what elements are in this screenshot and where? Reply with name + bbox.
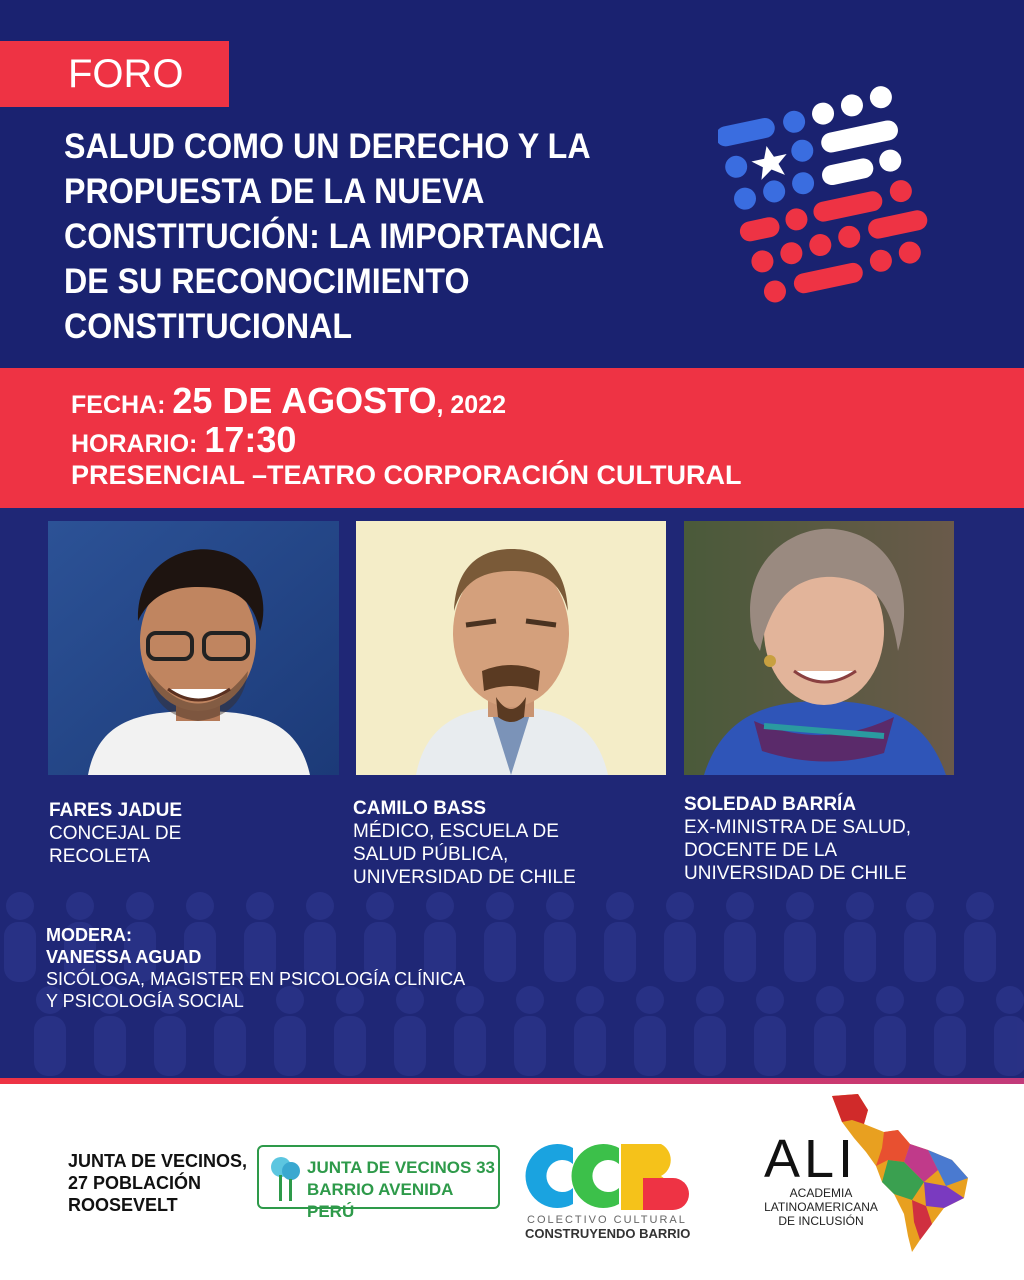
event-date <box>71 380 506 422</box>
speaker-card-fares-jadue <box>49 799 182 868</box>
speaker-role: MÉDICO, ESCUELA DE <box>353 821 559 842</box>
foro-tag: FORO <box>0 41 229 107</box>
event-venue: PRESENCIAL –TEATRO CORPORACIÓN CULTURAL <box>71 460 742 490</box>
speaker-role: EX-MINISTRA DE SALUD, <box>684 817 911 838</box>
speaker-name: SOLEDAD BARRÍA <box>684 794 857 815</box>
junta-vecinos-27 <box>68 1150 247 1216</box>
speaker-name: CAMILO BASS <box>353 798 486 819</box>
time-value: 17:30 <box>204 419 297 460</box>
junta-33-line: BARRIO AVENIDA PERÚ <box>307 1180 453 1221</box>
speaker-role: RECOLETA <box>49 846 151 867</box>
ali-line: DE INCLUSIÓN <box>778 1214 864 1228</box>
ali-subtitle <box>758 1186 884 1228</box>
forum-title: SALUD COMO UN DERECHO Y LA PROPUESTA DE LA NUEVA CONSTITUCIÓN: LA IMPORTANCIA DE SU RECONOCIMIENTO CONSTITUCIONAL <box>64 127 604 346</box>
moderator-name: VANESSA AGUAD <box>46 947 202 967</box>
speaker-role: SALUD PÚBLICA, <box>353 844 509 865</box>
speaker-role: DOCENTE DE LA <box>684 840 838 861</box>
speaker-photo-camilo-bass <box>356 521 666 775</box>
moderator-role: Y PSICOLOGÍA SOCIAL <box>46 991 244 1011</box>
moderator-role: SICÓLOGA, MAGISTER EN PSICOLOGÍA CLÍNICA <box>46 969 466 989</box>
speaker-role: UNIVERSIDAD DE CHILE <box>353 867 576 888</box>
junta-33-line: JUNTA DE VECINOS 33 <box>307 1158 495 1177</box>
junta-27-line: JUNTA DE VECINOS, <box>68 1151 248 1171</box>
speaker-card-camilo-bass <box>353 797 576 889</box>
junta-27-line: 27 POBLACIÓN <box>68 1173 202 1193</box>
ali-wordmark: ALI <box>764 1129 858 1189</box>
event-time <box>71 419 296 461</box>
ccb-subtitle: COLECTIVO CULTURAL <box>527 1214 687 1226</box>
date-year: , 2022 <box>436 391 506 419</box>
speaker-card-soledad-barria <box>684 793 911 885</box>
ccb-logo <box>525 1138 695 1243</box>
moderator-block <box>46 924 465 1012</box>
speaker-photo-soledad-barria <box>684 521 954 775</box>
date-label: FECHA: <box>71 391 166 419</box>
speaker-photo-fares-jadue <box>48 521 339 775</box>
speaker-role: UNIVERSIDAD DE CHILE <box>684 863 907 884</box>
ali-line: LATINOAMERICANA <box>764 1200 878 1214</box>
junta-27-line: ROOSEVELT <box>68 1195 178 1215</box>
moderator-label: MODERA: <box>46 925 132 945</box>
date-day: 25 DE AGOSTO <box>172 380 437 421</box>
chile-flag-logo <box>718 64 958 304</box>
speaker-name: FARES JADUE <box>49 800 183 821</box>
ali-logo <box>758 1090 978 1260</box>
junta-vecinos-33-logo <box>257 1145 500 1221</box>
time-label: HORARIO: <box>71 430 198 458</box>
speaker-role: CONCEJAL DE <box>49 823 182 844</box>
header-section <box>0 0 1024 368</box>
ali-line: ACADEMIA <box>789 1186 853 1200</box>
ccb-mark-icon <box>525 1138 695 1214</box>
tree-icon <box>269 1153 303 1203</box>
ccb-name: CONSTRUYENDO BARRIO <box>525 1226 691 1241</box>
